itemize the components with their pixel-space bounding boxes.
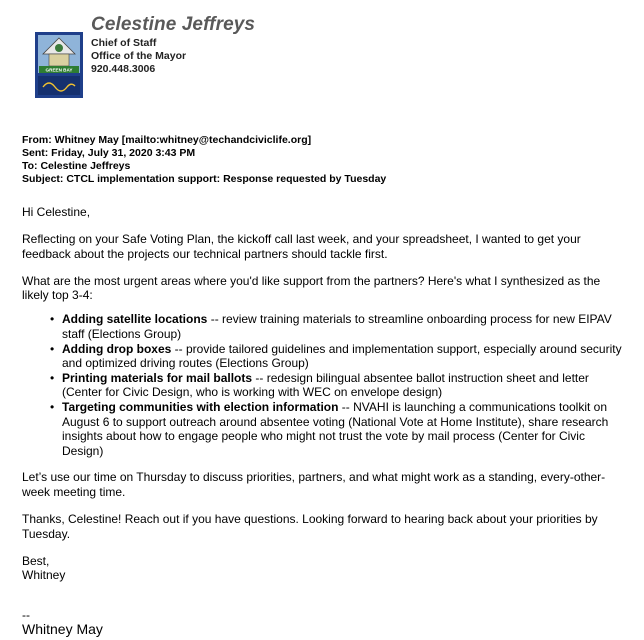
paragraph-thanks: Thanks, Celestine! Reach out if you have questions. Looking forward to hearing back about your priorities by Tuesday. [22, 512, 598, 541]
header-subject [22, 173, 632, 186]
bullet-icon: • [50, 370, 55, 385]
list-item-title: Targeting communities with election information [62, 400, 339, 415]
subject-label: Subject: [22, 173, 64, 185]
from-value[interactable]: Whitney May [mailto:whitney@techandciviclife.org] [54, 134, 312, 146]
list-item-text: -- redesign bilingual absentee ballot instruction sheet and letter (Center for Civic Design, who is working with WEC on envelope design) [62, 370, 589, 400]
closing-name: Whitney [22, 568, 66, 583]
email-header [22, 134, 632, 186]
paragraph-question: What are the most urgent areas where you'd like support from the partners? Here's what I synthesized as the likely top 3-4: [22, 273, 601, 303]
signature-title: Chief of Staff [91, 37, 157, 49]
signature-office: Office of the Mayor [91, 50, 187, 62]
footer-name: Whitney May [22, 621, 103, 637]
signature-phone: 920.448.3006 [91, 63, 156, 75]
bullet-icon: • [50, 312, 55, 327]
header-from [22, 134, 632, 147]
bullet-icon: • [50, 341, 55, 356]
signature-details [91, 37, 186, 76]
list-item [50, 370, 622, 400]
signature-separator: -- [22, 608, 30, 622]
email-signature [33, 10, 633, 100]
paragraph-reflecting: Reflecting on your Safe Voting Plan, the kickoff call last week, and your spreadsheet, I wanted to get your feedback about the projects our technical partners should tackle first. [22, 232, 581, 261]
to-label: To: [22, 160, 38, 172]
list-item [50, 400, 622, 458]
list-item-title: Adding drop boxes [62, 341, 172, 356]
city-seal-logo [35, 32, 83, 98]
from-label: From: [22, 134, 52, 146]
sent-label: Sent: [22, 147, 49, 159]
header-sent [22, 147, 632, 160]
header-to [22, 160, 632, 173]
list-item-title: Printing materials for mail ballots [62, 370, 253, 385]
list-item-text: -- provide tailored guidelines and implementation support, especially around security and optimized driving routes (Elections Group) [62, 341, 622, 371]
sent-value: Friday, July 31, 2020 3:43 PM [51, 147, 196, 159]
list-item-text: -- review training materials to streamline onboarding process for new EIPAV staff (Elections Group) [62, 312, 612, 342]
list-item [50, 341, 622, 371]
priority-list [22, 312, 622, 458]
email-body [22, 205, 622, 583]
to-value: Celestine Jeffreys [40, 160, 131, 172]
subject-value: CTCL implementation support: Response requested by Tuesday [66, 173, 387, 185]
list-item-title: Adding satellite locations [62, 312, 208, 327]
paragraph-thursday: Let’s use our time on Thursday to discuss priorities, partners, and what might work as a standing, every-other-week meeting time. [22, 470, 606, 499]
list-item [50, 312, 622, 342]
svg-text:GREEN BAY: GREEN BAY [45, 67, 73, 73]
bullet-icon: • [50, 400, 55, 415]
list-item-text: -- NVAHI is launching a communications toolkit on August 6 to support outreach around absentee voting (National Vote at Home Institute), share research insights about how to engage people who might not trust the vote by mail process (Center for Civic Design) [62, 400, 609, 458]
signature-name: Celestine Jeffreys [91, 14, 256, 35]
greeting: Hi Celestine, [22, 205, 91, 219]
closing: Best, [22, 553, 50, 568]
